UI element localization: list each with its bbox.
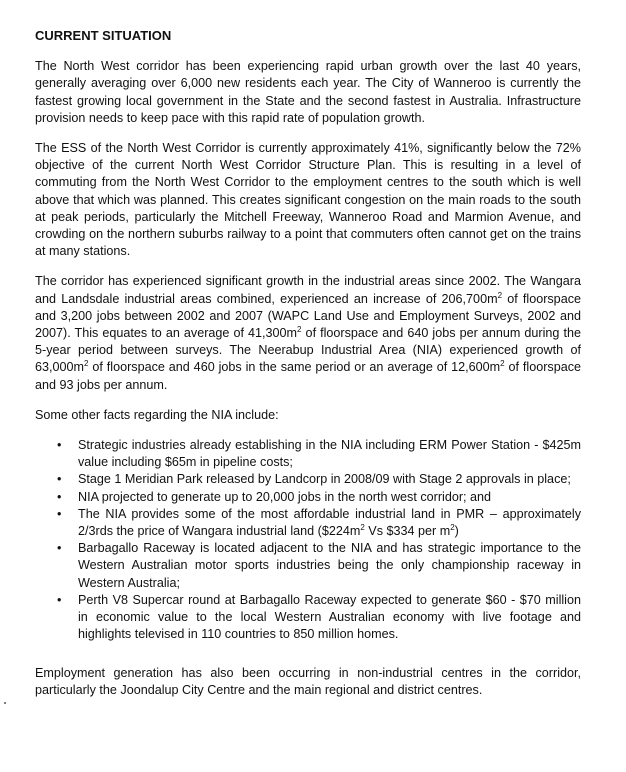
list-item xyxy=(35,540,581,592)
list-item-text-part-2: Vs $334 per m xyxy=(364,524,451,539)
superscript-squared: 2 xyxy=(297,325,302,335)
bullet-icon: • xyxy=(57,592,62,607)
superscript-squared: 2 xyxy=(84,359,89,369)
paragraph-population-growth: The North West corridor has been experiencing rapid urban growth over the last 40 years, generally averaging over 6,000 new residents each year. The City of Wanneroo is currently the fastest growing local government in the State and the second fastest in Australia. Infrastructure provision needs to keep pace with this rapid rate of population growth. xyxy=(35,59,581,125)
document-page xyxy=(35,27,581,712)
industrial-growth-text-2: of floorspace and 3,200 jobs between 2002 and 2007 (WAPC Land Use and Employment Surveys, 2002 and 2007). This equates to an average of 41,300m xyxy=(35,291,581,341)
paragraph-industrial-growth xyxy=(35,273,581,393)
list-item-text: NIA projected to generate up to 20,000 jobs in the north west corridor; and xyxy=(78,489,492,504)
list-item xyxy=(35,471,581,488)
list-item xyxy=(35,506,581,540)
bullet-icon: • xyxy=(57,438,62,453)
industrial-growth-text-5: of floorspace and 93 jobs per annum. xyxy=(35,360,582,392)
list-item xyxy=(35,437,581,471)
scan-speck xyxy=(4,702,6,704)
list-item-text: Strategic industries already establishing in the NIA including ERM Power Station - $425m value including $65m in pipeline costs; xyxy=(78,438,581,470)
list-item-text: Barbagallo Raceway is located adjacent to the NIA and has strategic importance to the Western Australian motor sports industries being the only championship raceway in Western Australia; xyxy=(78,541,581,590)
list-item-text-part-1: The NIA provides some of the most affordable industrial land in PMR – approximately 2/3rds the price of Wangara industrial land ($224m xyxy=(78,506,581,539)
bullet-icon: • xyxy=(57,472,62,487)
section-heading: CURRENT SITUATION xyxy=(35,28,172,43)
bullet-icon: • xyxy=(57,541,62,556)
superscript-squared: 2 xyxy=(500,359,505,369)
bullet-icon: • xyxy=(57,489,62,504)
industrial-growth-text-1: The corridor has experienced significant growth in the industrial areas since 2002. The Wangara and Landsdale industrial areas combined, experienced an increase of 206,700m xyxy=(35,274,581,306)
list-item xyxy=(35,489,581,506)
superscript-squared: 2 xyxy=(450,523,455,533)
list-item-text: Perth V8 Supercar round at Barbagallo Raceway expected to generate $60 - $70 million in economic value to the local Western Australian economy with live footage and highlights televised in 110 countries to 850 million homes. xyxy=(78,592,581,642)
list-item-text-part-3: ) xyxy=(454,524,459,539)
superscript-squared: 2 xyxy=(497,290,503,300)
list-item-text: Stage 1 Meridian Park released by Landcorp in 2008/09 with Stage 2 approvals in place; xyxy=(78,472,571,487)
list-item xyxy=(35,592,581,644)
superscript-squared: 2 xyxy=(360,523,365,533)
industrial-growth-text-3: of floorspace and 640 jobs per annum during the 5-year period between surveys. The Neerabup Industrial Area (NIA) experienced growth of 63,000m xyxy=(35,326,581,375)
paragraph-ess-commuting: The ESS of the North West Corridor is currently approximately 41%, significantly below the 72% objective of the current North West Corridor Structure Plan. This is resulting in a level of commuting from the North West Corridor to the employment centres to the south which is well above that which was planned. This creates significant congestion on the main roads to the south at peak periods, particularly the Mitchell Freeway, Wanneroo Road and Marmion Avenue, and crowding on the northern suburbs railway to a point that commuters often cannot get on the trains at many stations. xyxy=(35,141,581,259)
bullet-icon: • xyxy=(57,506,62,521)
paragraph-nia-intro: Some other facts regarding the NIA include: xyxy=(35,407,279,422)
nia-facts-list xyxy=(35,437,581,643)
paragraph-employment-generation: Employment generation has also been occurring in non-industrial centres in the corridor, particularly the Joondalup City Centre and the main regional and district centres. xyxy=(35,665,581,697)
industrial-growth-text-4: of floorspace and 460 jobs in the same period or an average of 12,600m xyxy=(88,360,501,375)
